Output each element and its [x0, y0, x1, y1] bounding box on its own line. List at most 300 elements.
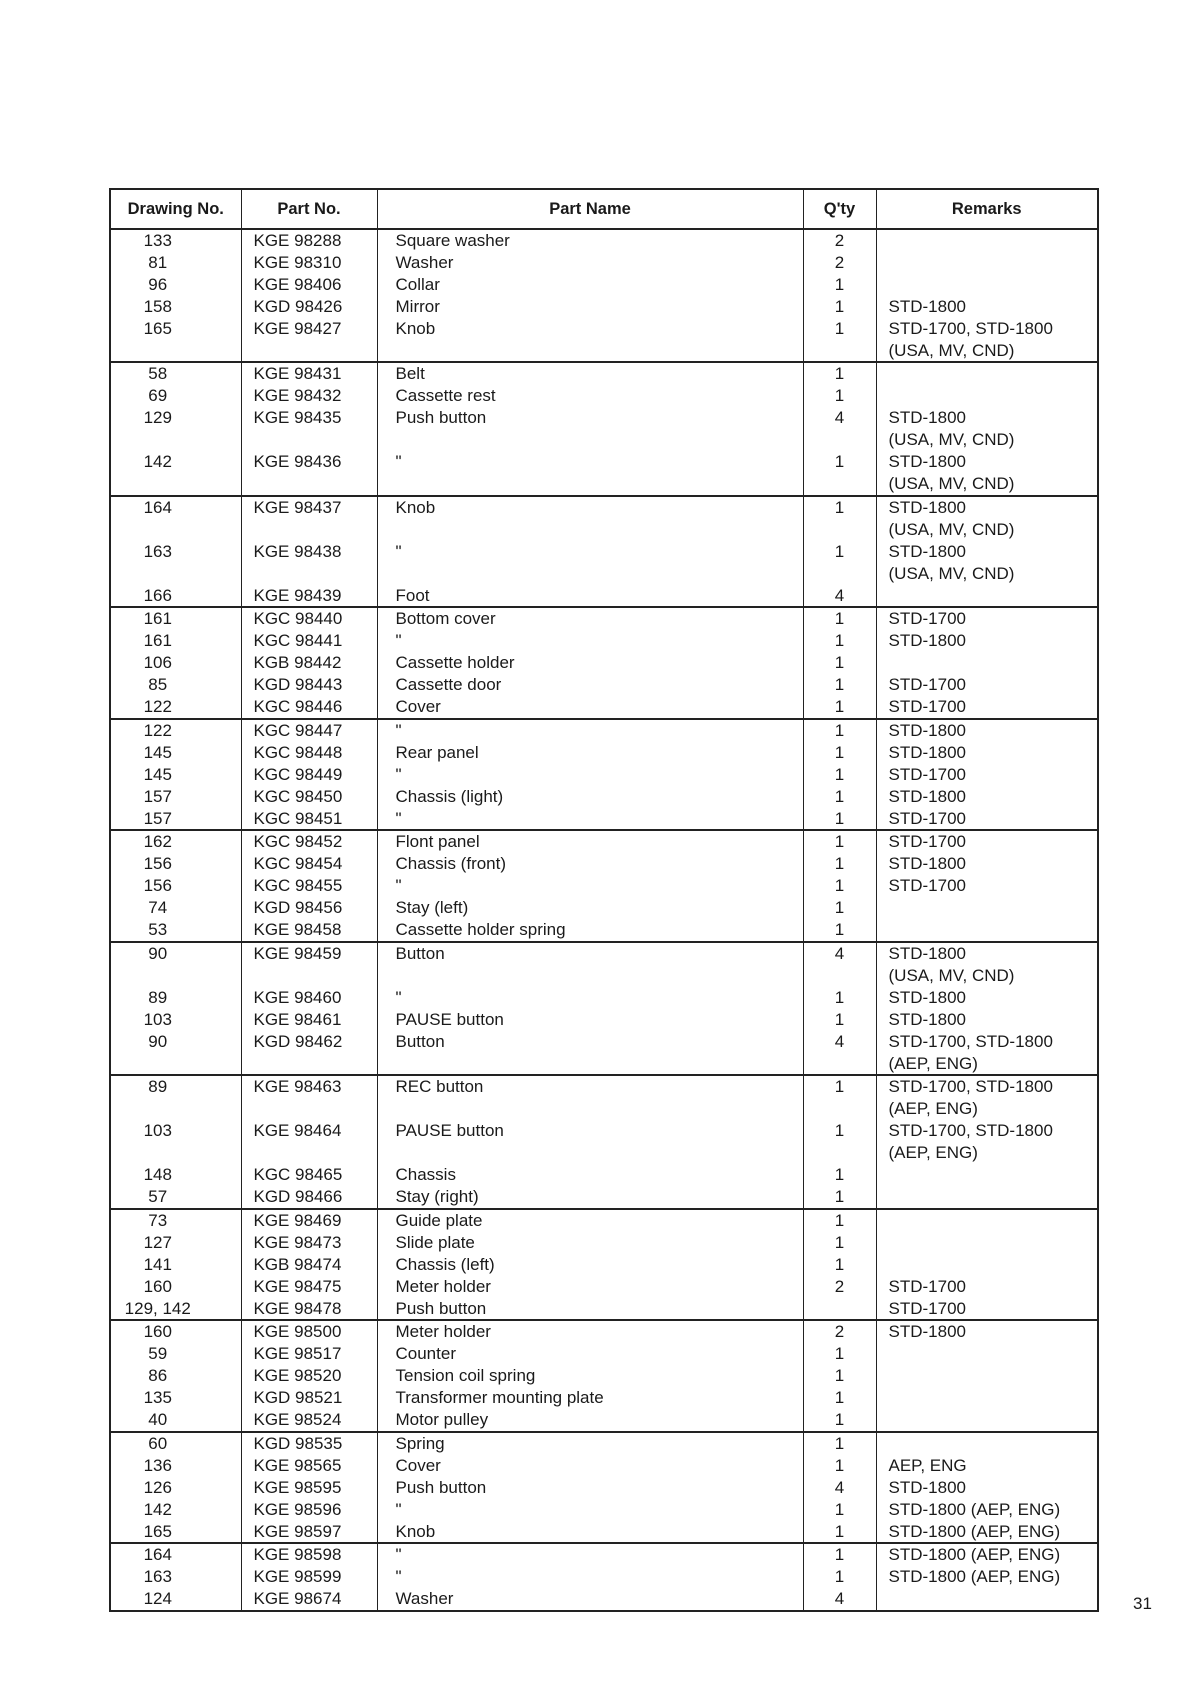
- table-row: [110, 942, 1098, 987]
- table-row: [110, 1409, 1098, 1432]
- part-no-cell: KGE 98478: [241, 1298, 377, 1321]
- part-no-cell: KGD 98521: [241, 1387, 377, 1409]
- part-name-cell: Push button: [377, 1477, 803, 1499]
- part-no-cell: KGE 98597: [241, 1521, 377, 1544]
- part-no-cell: KGE 98469: [241, 1209, 377, 1232]
- remarks-cell: STD-1700, STD-1800 (AEP, ENG): [876, 1031, 1098, 1076]
- part-no-cell: KGB 98474: [241, 1254, 377, 1276]
- qty-cell: 1: [803, 987, 876, 1009]
- part-name-cell: Transformer mounting plate: [377, 1387, 803, 1409]
- remarks-cell: STD-1700: [876, 875, 1098, 897]
- table-row: [110, 919, 1098, 942]
- table-row: [110, 1009, 1098, 1031]
- table-row: [110, 853, 1098, 875]
- table-row: [110, 274, 1098, 296]
- part-no-cell: KGE 98463: [241, 1075, 377, 1120]
- qty-cell: 1: [803, 1432, 876, 1455]
- remarks-cell: STD-1800 (AEP, ENG): [876, 1566, 1098, 1588]
- table-row: [110, 830, 1098, 853]
- part-name-cell: PAUSE button: [377, 1009, 803, 1031]
- remarks-cell: STD-1700: [876, 1276, 1098, 1298]
- table-row: [110, 630, 1098, 652]
- remarks-cell: STD-1800: [876, 987, 1098, 1009]
- part-name-cell: ": [377, 808, 803, 831]
- parts-group: [110, 1320, 1098, 1432]
- table-header: [110, 189, 1098, 229]
- qty-cell: 1: [803, 674, 876, 696]
- drawing-no-cell: 164: [110, 496, 241, 541]
- part-name-cell: Knob: [377, 496, 803, 541]
- drawing-no-cell: 148: [110, 1164, 241, 1186]
- table-row: [110, 296, 1098, 318]
- part-no-cell: KGC 98451: [241, 808, 377, 831]
- qty-cell: 1: [803, 296, 876, 318]
- qty-cell: 1: [803, 1566, 876, 1588]
- drawing-no-cell: 89: [110, 987, 241, 1009]
- table-row: [110, 496, 1098, 541]
- part-name-cell: Counter: [377, 1343, 803, 1365]
- qty-cell: [803, 1298, 876, 1321]
- remarks-cell: [876, 385, 1098, 407]
- qty-cell: 1: [803, 786, 876, 808]
- remarks-cell: AEP, ENG: [876, 1455, 1098, 1477]
- remarks-cell: STD-1800: [876, 1320, 1098, 1343]
- part-no-cell: KGE 98674: [241, 1588, 377, 1611]
- qty-cell: 1: [803, 362, 876, 385]
- part-no-cell: KGE 98596: [241, 1499, 377, 1521]
- table-row: [110, 1365, 1098, 1387]
- qty-cell: 1: [803, 451, 876, 496]
- table-row: [110, 1320, 1098, 1343]
- table-row: [110, 808, 1098, 831]
- part-name-cell: Slide plate: [377, 1232, 803, 1254]
- qty-cell: 1: [803, 830, 876, 853]
- part-name-cell: Chassis: [377, 1164, 803, 1186]
- qty-cell: 2: [803, 1276, 876, 1298]
- part-no-cell: KGC 98455: [241, 875, 377, 897]
- drawing-no-cell: 57: [110, 1186, 241, 1209]
- part-no-cell: KGD 98462: [241, 1031, 377, 1076]
- table-row: [110, 451, 1098, 496]
- part-no-cell: KGC 98448: [241, 742, 377, 764]
- part-name-cell: ": [377, 1499, 803, 1521]
- remarks-cell: [876, 1186, 1098, 1209]
- drawing-no-cell: 85: [110, 674, 241, 696]
- remarks-cell: STD-1800 (AEP, ENG): [876, 1543, 1098, 1566]
- part-no-cell: KGE 98436: [241, 451, 377, 496]
- part-name-cell: Meter holder: [377, 1276, 803, 1298]
- remarks-cell: STD-1800 (USA, MV, CND): [876, 407, 1098, 451]
- part-no-cell: KGC 98465: [241, 1164, 377, 1186]
- header-drawing-no: Drawing No.: [110, 189, 241, 229]
- table-row: [110, 229, 1098, 252]
- parts-group: [110, 1543, 1098, 1611]
- table-row: [110, 1031, 1098, 1076]
- part-name-cell: ": [377, 630, 803, 652]
- remarks-cell: STD-1800 (USA, MV, CND): [876, 541, 1098, 585]
- part-name-cell: Push button: [377, 407, 803, 451]
- table-row: [110, 407, 1098, 451]
- drawing-no-cell: 161: [110, 607, 241, 630]
- remarks-cell: STD-1700: [876, 1298, 1098, 1321]
- part-no-cell: KGC 98450: [241, 786, 377, 808]
- qty-cell: 1: [803, 1455, 876, 1477]
- qty-cell: 1: [803, 385, 876, 407]
- remarks-cell: STD-1700: [876, 830, 1098, 853]
- drawing-no-cell: 133: [110, 229, 241, 252]
- remarks-cell: [876, 585, 1098, 608]
- drawing-no-cell: 163: [110, 541, 241, 585]
- remarks-cell: [876, 229, 1098, 252]
- table-row: [110, 652, 1098, 674]
- part-no-cell: KGE 98432: [241, 385, 377, 407]
- drawing-no-cell: 163: [110, 1566, 241, 1588]
- qty-cell: 1: [803, 1409, 876, 1432]
- part-no-cell: KGC 98449: [241, 764, 377, 786]
- part-no-cell: KGE 98599: [241, 1566, 377, 1588]
- part-no-cell: KGE 98438: [241, 541, 377, 585]
- qty-cell: 1: [803, 1009, 876, 1031]
- remarks-cell: STD-1800: [876, 1477, 1098, 1499]
- drawing-no-cell: 166: [110, 585, 241, 608]
- remarks-cell: [876, 1232, 1098, 1254]
- part-no-cell: KGE 98524: [241, 1409, 377, 1432]
- part-no-cell: KGE 98288: [241, 229, 377, 252]
- drawing-no-cell: 127: [110, 1232, 241, 1254]
- drawing-no-cell: 53: [110, 919, 241, 942]
- parts-group: [110, 496, 1098, 608]
- table-row: [110, 607, 1098, 630]
- part-name-cell: Motor pulley: [377, 1409, 803, 1432]
- drawing-no-cell: 145: [110, 764, 241, 786]
- table-row: [110, 362, 1098, 385]
- table-row: [110, 1120, 1098, 1164]
- part-no-cell: KGC 98452: [241, 830, 377, 853]
- table-row: [110, 742, 1098, 764]
- parts-group: [110, 942, 1098, 1075]
- part-name-cell: Flont panel: [377, 830, 803, 853]
- table-row: [110, 1455, 1098, 1477]
- remarks-cell: STD-1700: [876, 607, 1098, 630]
- part-name-cell: Rear panel: [377, 742, 803, 764]
- qty-cell: 2: [803, 229, 876, 252]
- parts-group: [110, 362, 1098, 495]
- table-row: [110, 696, 1098, 719]
- drawing-no-cell: 103: [110, 1009, 241, 1031]
- remarks-cell: STD-1800: [876, 630, 1098, 652]
- part-no-cell: KGE 98595: [241, 1477, 377, 1499]
- part-name-cell: ": [377, 719, 803, 742]
- drawing-no-cell: 161: [110, 630, 241, 652]
- remarks-cell: STD-1700, STD-1800 (USA, MV, CND): [876, 318, 1098, 363]
- qty-cell: 1: [803, 1521, 876, 1544]
- part-name-cell: Cassette holder: [377, 652, 803, 674]
- drawing-no-cell: 73: [110, 1209, 241, 1232]
- part-no-cell: KGB 98442: [241, 652, 377, 674]
- qty-cell: 1: [803, 696, 876, 719]
- table-row: [110, 1477, 1098, 1499]
- part-name-cell: Square washer: [377, 229, 803, 252]
- remarks-cell: STD-1800: [876, 719, 1098, 742]
- remarks-cell: STD-1800 (USA, MV, CND): [876, 451, 1098, 496]
- drawing-no-cell: 81: [110, 252, 241, 274]
- table-row: [110, 1209, 1098, 1232]
- qty-cell: 1: [803, 1232, 876, 1254]
- table-row: [110, 385, 1098, 407]
- part-name-cell: ": [377, 541, 803, 585]
- remarks-cell: [876, 274, 1098, 296]
- drawing-no-cell: 160: [110, 1320, 241, 1343]
- part-no-cell: KGC 98447: [241, 719, 377, 742]
- remarks-cell: [876, 652, 1098, 674]
- part-no-cell: KGE 98520: [241, 1365, 377, 1387]
- drawing-no-cell: 86: [110, 1365, 241, 1387]
- part-no-cell: KGE 98437: [241, 496, 377, 541]
- remarks-cell: STD-1800: [876, 853, 1098, 875]
- remarks-cell: STD-1800 (AEP, ENG): [876, 1521, 1098, 1544]
- drawing-no-cell: 58: [110, 362, 241, 385]
- remarks-cell: [876, 897, 1098, 919]
- part-name-cell: Foot: [377, 585, 803, 608]
- parts-group: [110, 1075, 1098, 1208]
- qty-cell: 1: [803, 897, 876, 919]
- table-row: [110, 786, 1098, 808]
- qty-cell: 4: [803, 1477, 876, 1499]
- part-name-cell: Push button: [377, 1298, 803, 1321]
- part-no-cell: KGE 98598: [241, 1543, 377, 1566]
- part-name-cell: Stay (right): [377, 1186, 803, 1209]
- part-name-cell: Knob: [377, 1521, 803, 1544]
- drawing-no-cell: 162: [110, 830, 241, 853]
- remarks-cell: STD-1800 (AEP, ENG): [876, 1499, 1098, 1521]
- qty-cell: 1: [803, 1120, 876, 1164]
- qty-cell: 1: [803, 1186, 876, 1209]
- remarks-cell: [876, 1209, 1098, 1232]
- part-name-cell: ": [377, 987, 803, 1009]
- drawing-no-cell: 103: [110, 1120, 241, 1164]
- remarks-cell: STD-1700: [876, 764, 1098, 786]
- remarks-cell: [876, 1409, 1098, 1432]
- qty-cell: 4: [803, 1588, 876, 1611]
- drawing-no-cell: 135: [110, 1387, 241, 1409]
- drawing-no-cell: 129: [110, 407, 241, 451]
- table-row: [110, 1232, 1098, 1254]
- drawing-no-cell: 90: [110, 942, 241, 987]
- drawing-no-cell: 165: [110, 1521, 241, 1544]
- part-no-cell: KGC 98454: [241, 853, 377, 875]
- remarks-cell: [876, 1387, 1098, 1409]
- qty-cell: 1: [803, 318, 876, 363]
- remarks-cell: STD-1700, STD-1800 (AEP, ENG): [876, 1120, 1098, 1164]
- qty-cell: 4: [803, 585, 876, 608]
- qty-cell: 1: [803, 764, 876, 786]
- drawing-no-cell: 165: [110, 318, 241, 363]
- part-no-cell: KGE 98460: [241, 987, 377, 1009]
- remarks-cell: STD-1700: [876, 674, 1098, 696]
- part-name-cell: ": [377, 764, 803, 786]
- drawing-no-cell: 96: [110, 274, 241, 296]
- drawing-no-cell: 69: [110, 385, 241, 407]
- qty-cell: 4: [803, 407, 876, 451]
- part-no-cell: KGD 98466: [241, 1186, 377, 1209]
- part-name-cell: Bottom cover: [377, 607, 803, 630]
- part-name-cell: Button: [377, 942, 803, 987]
- header-qty: Q'ty: [803, 189, 876, 229]
- part-no-cell: KGE 98406: [241, 274, 377, 296]
- qty-cell: 4: [803, 942, 876, 987]
- part-name-cell: Meter holder: [377, 1320, 803, 1343]
- drawing-no-cell: 126: [110, 1477, 241, 1499]
- remarks-cell: [876, 1432, 1098, 1455]
- qty-cell: 1: [803, 652, 876, 674]
- remarks-cell: [876, 1343, 1098, 1365]
- qty-cell: 1: [803, 1209, 876, 1232]
- drawing-no-cell: 60: [110, 1432, 241, 1455]
- drawing-no-cell: 74: [110, 897, 241, 919]
- table-row: [110, 1588, 1098, 1611]
- drawing-no-cell: 142: [110, 1499, 241, 1521]
- remarks-cell: STD-1800 (USA, MV, CND): [876, 942, 1098, 987]
- remarks-cell: STD-1700, STD-1800 (AEP, ENG): [876, 1075, 1098, 1120]
- part-no-cell: KGE 98565: [241, 1455, 377, 1477]
- part-no-cell: KGD 98443: [241, 674, 377, 696]
- part-name-cell: Cassette rest: [377, 385, 803, 407]
- qty-cell: 2: [803, 252, 876, 274]
- qty-cell: 1: [803, 719, 876, 742]
- table-row: [110, 875, 1098, 897]
- part-no-cell: KGE 98427: [241, 318, 377, 363]
- drawing-no-cell: 141: [110, 1254, 241, 1276]
- qty-cell: 1: [803, 1075, 876, 1120]
- part-name-cell: ": [377, 451, 803, 496]
- table-row: [110, 674, 1098, 696]
- drawing-no-cell: 106: [110, 652, 241, 674]
- qty-cell: 1: [803, 742, 876, 764]
- qty-cell: 1: [803, 630, 876, 652]
- remarks-cell: STD-1800: [876, 786, 1098, 808]
- part-name-cell: Chassis (front): [377, 853, 803, 875]
- drawing-no-cell: 59: [110, 1343, 241, 1365]
- table-row: [110, 541, 1098, 585]
- drawing-no-cell: 156: [110, 853, 241, 875]
- remarks-cell: [876, 1588, 1098, 1611]
- table-row: [110, 1343, 1098, 1365]
- drawing-no-cell: 157: [110, 808, 241, 831]
- remarks-cell: STD-1800: [876, 1009, 1098, 1031]
- qty-cell: 1: [803, 607, 876, 630]
- parts-group: [110, 607, 1098, 719]
- qty-cell: 1: [803, 1365, 876, 1387]
- table-row: [110, 1276, 1098, 1298]
- drawing-no-cell: 158: [110, 296, 241, 318]
- table-row: [110, 897, 1098, 919]
- part-name-cell: Knob: [377, 318, 803, 363]
- table-row: [110, 1075, 1098, 1120]
- qty-cell: 1: [803, 875, 876, 897]
- qty-cell: 1: [803, 1164, 876, 1186]
- part-no-cell: KGD 98535: [241, 1432, 377, 1455]
- part-name-cell: ": [377, 1566, 803, 1588]
- table-row: [110, 764, 1098, 786]
- table-row: [110, 1499, 1098, 1521]
- part-name-cell: Cover: [377, 1455, 803, 1477]
- part-no-cell: KGE 98475: [241, 1276, 377, 1298]
- remarks-cell: [876, 919, 1098, 942]
- part-name-cell: Washer: [377, 252, 803, 274]
- table-row: [110, 1186, 1098, 1209]
- page-number: 31: [1133, 1594, 1152, 1613]
- parts-group: [110, 1209, 1098, 1321]
- part-name-cell: Belt: [377, 362, 803, 385]
- qty-cell: 1: [803, 1387, 876, 1409]
- drawing-no-cell: 129, 142: [110, 1298, 241, 1321]
- qty-cell: 1: [803, 853, 876, 875]
- table-row: [110, 1566, 1098, 1588]
- part-no-cell: KGC 98441: [241, 630, 377, 652]
- table-row: [110, 1521, 1098, 1544]
- remarks-cell: [876, 1164, 1098, 1186]
- remarks-cell: [876, 1254, 1098, 1276]
- header-remarks: Remarks: [876, 189, 1098, 229]
- drawing-no-cell: 164: [110, 1543, 241, 1566]
- table-row: [110, 318, 1098, 363]
- qty-cell: 1: [803, 919, 876, 942]
- part-name-cell: PAUSE button: [377, 1120, 803, 1164]
- part-name-cell: REC button: [377, 1075, 803, 1120]
- table-row: [110, 252, 1098, 274]
- drawing-no-cell: 124: [110, 1588, 241, 1611]
- remarks-cell: [876, 362, 1098, 385]
- qty-cell: 1: [803, 541, 876, 585]
- qty-cell: 1: [803, 808, 876, 831]
- qty-cell: 1: [803, 1254, 876, 1276]
- part-name-cell: Guide plate: [377, 1209, 803, 1232]
- drawing-no-cell: 157: [110, 786, 241, 808]
- remarks-cell: [876, 1365, 1098, 1387]
- table-row: [110, 1254, 1098, 1276]
- part-name-cell: Chassis (left): [377, 1254, 803, 1276]
- drawing-no-cell: 160: [110, 1276, 241, 1298]
- remarks-cell: STD-1800 (USA, MV, CND): [876, 496, 1098, 541]
- parts-group: [110, 719, 1098, 831]
- table-row: [110, 1432, 1098, 1455]
- drawing-no-cell: 136: [110, 1455, 241, 1477]
- part-name-cell: Chassis (light): [377, 786, 803, 808]
- drawing-no-cell: 90: [110, 1031, 241, 1076]
- drawing-no-cell: 142: [110, 451, 241, 496]
- part-no-cell: KGE 98500: [241, 1320, 377, 1343]
- part-no-cell: KGE 98431: [241, 362, 377, 385]
- part-no-cell: KGD 98426: [241, 296, 377, 318]
- header-part-no: Part No.: [241, 189, 377, 229]
- part-name-cell: Spring: [377, 1432, 803, 1455]
- parts-list-table: [109, 188, 1099, 1612]
- drawing-no-cell: 40: [110, 1409, 241, 1432]
- part-name-cell: Cover: [377, 696, 803, 719]
- part-name-cell: Button: [377, 1031, 803, 1076]
- part-name-cell: Collar: [377, 274, 803, 296]
- part-no-cell: KGD 98456: [241, 897, 377, 919]
- qty-cell: 4: [803, 1031, 876, 1076]
- drawing-no-cell: 156: [110, 875, 241, 897]
- parts-group: [110, 830, 1098, 942]
- drawing-no-cell: 122: [110, 719, 241, 742]
- table-row: [110, 1387, 1098, 1409]
- drawing-no-cell: 145: [110, 742, 241, 764]
- remarks-cell: STD-1800: [876, 742, 1098, 764]
- drawing-no-cell: 122: [110, 696, 241, 719]
- part-name-cell: Washer: [377, 1588, 803, 1611]
